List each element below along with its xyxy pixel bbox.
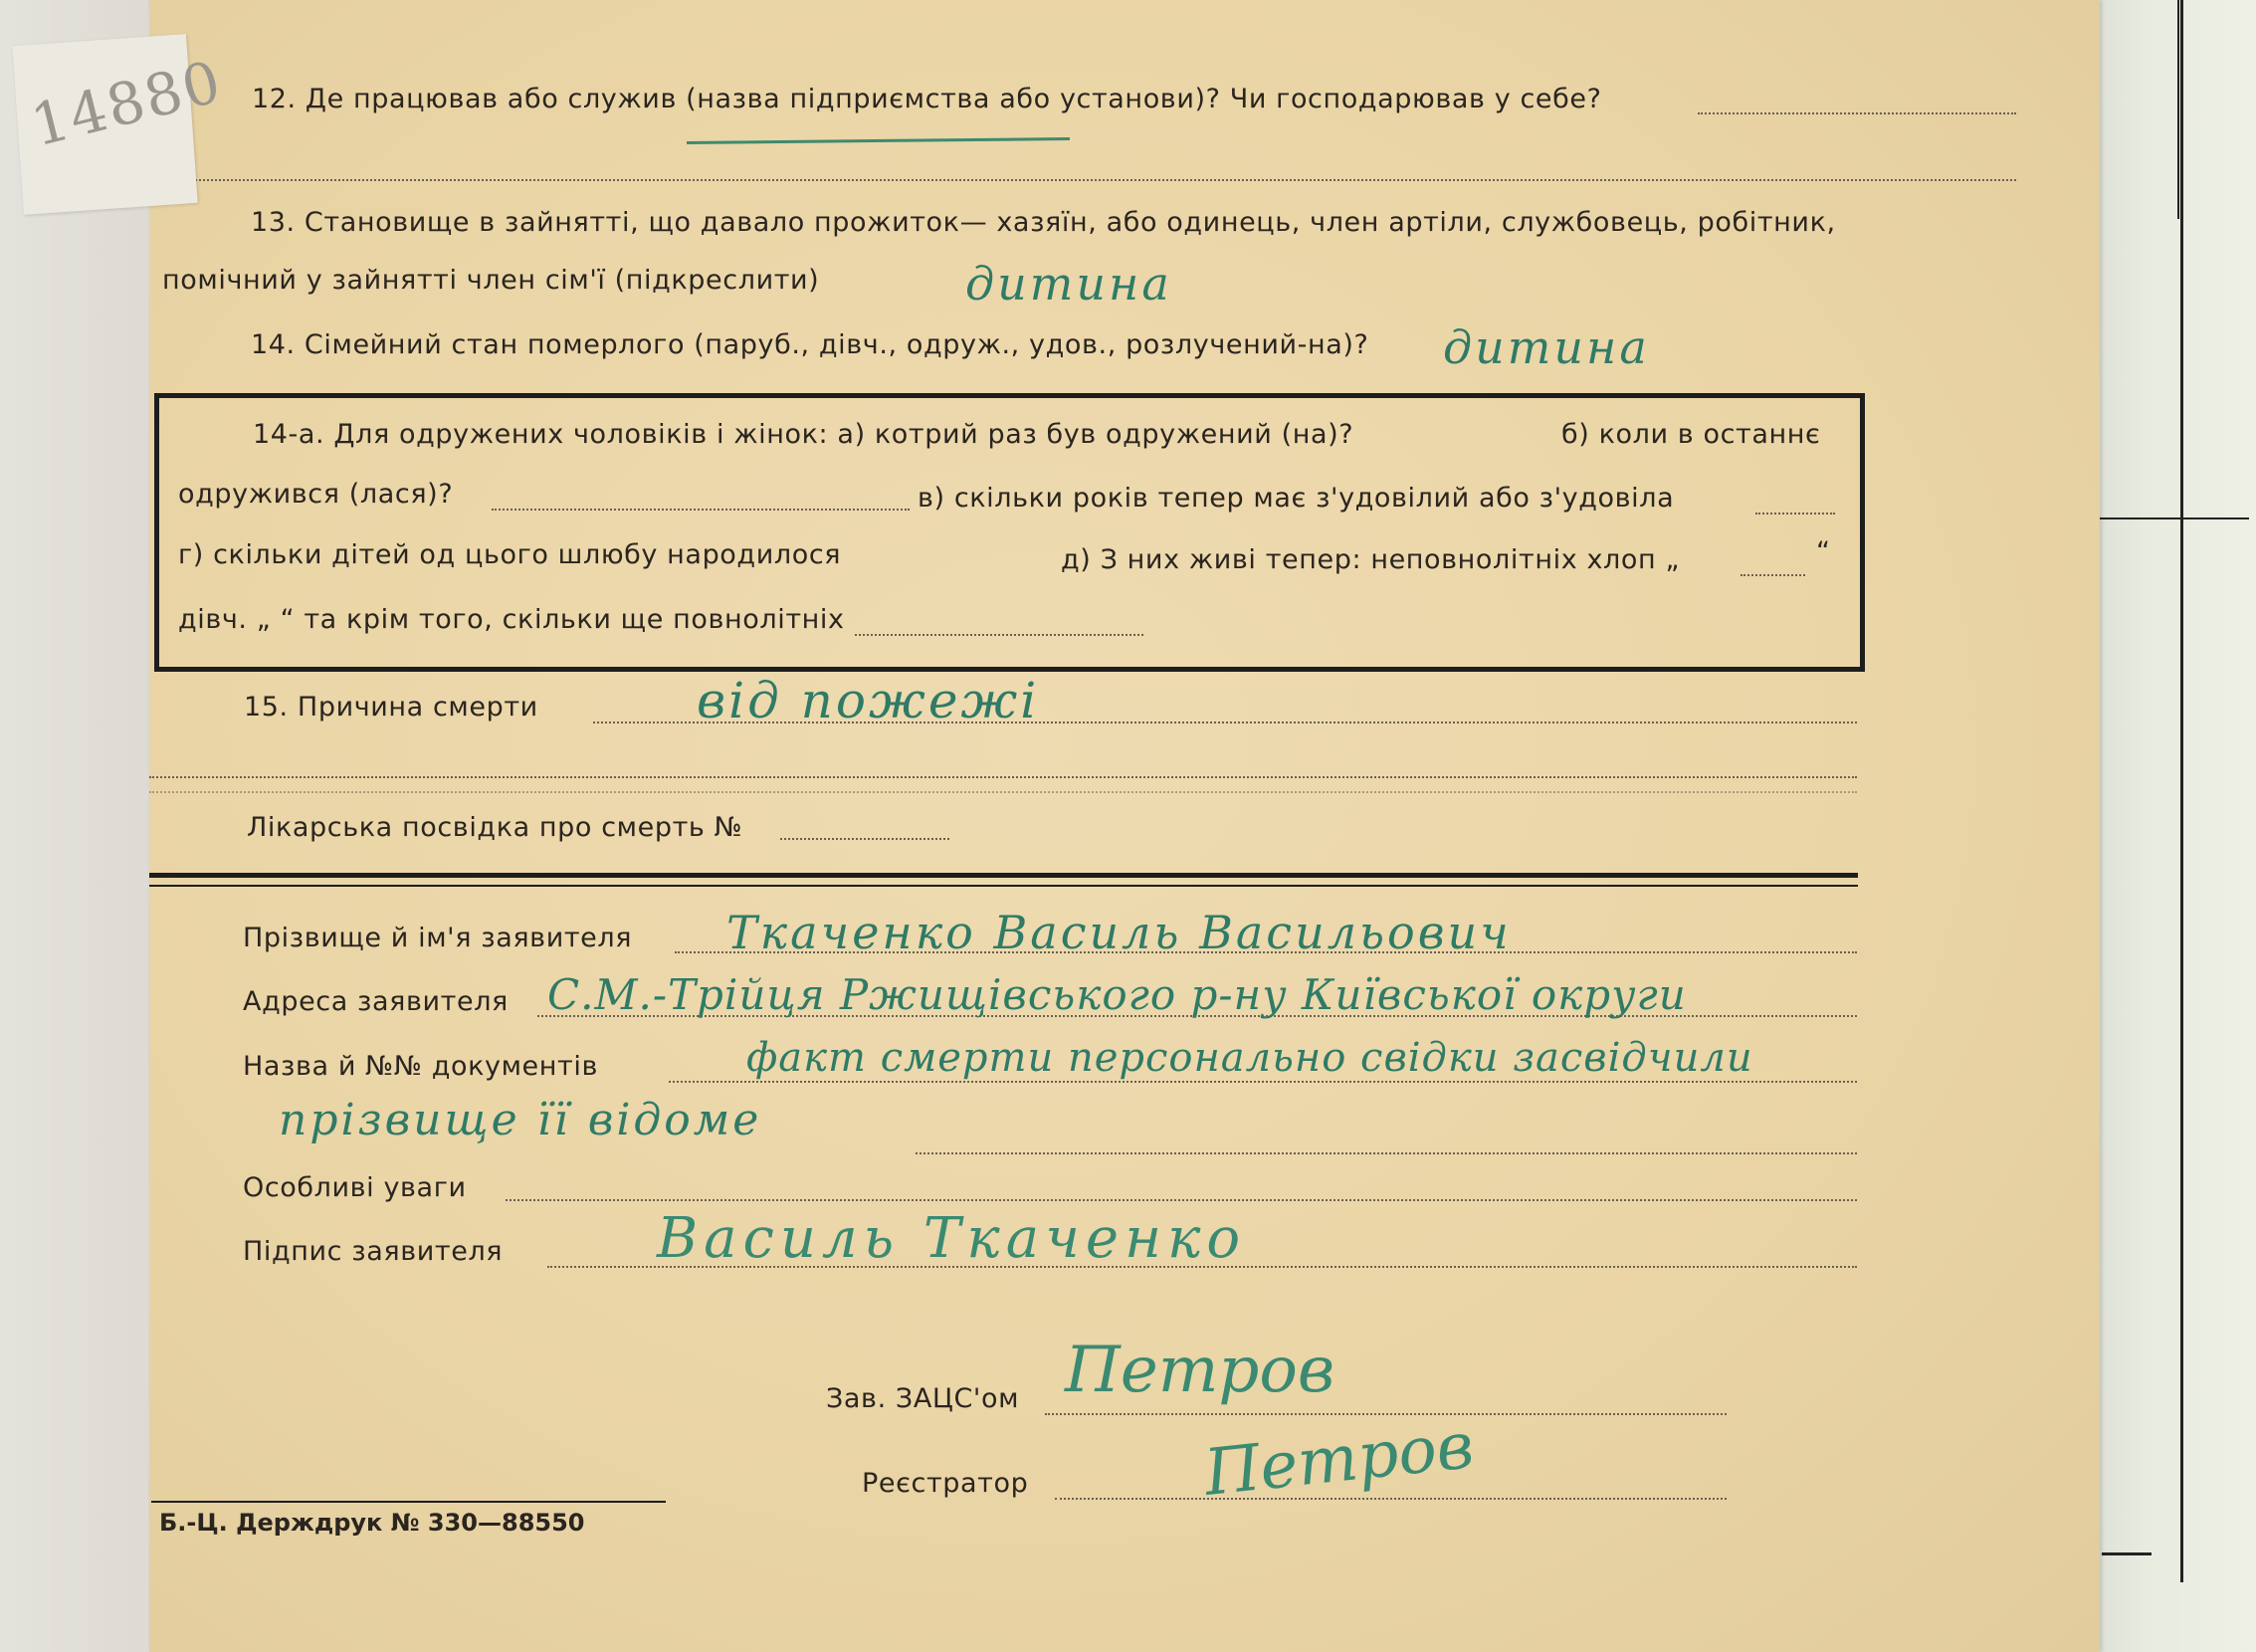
q14a-line4: дівч. „ “ та крім того, скільки ще повнолітніх [178,604,845,635]
printer-imprint: Б.-Ц. Держдрук № 330—88550 [159,1509,585,1537]
registrar-label: Реєстратор [862,1468,1029,1499]
head-label: Зав. ЗАЦС'ом [826,1383,1020,1414]
applicant-docs-value-line2: прізвище її відоме [279,1095,762,1145]
q14a-dots-3 [1741,574,1805,576]
q15-label: 15. Причина смерти [244,692,538,723]
applicant-docs-line-2 [916,1152,1857,1154]
q14a-line3c: “ [1816,536,1831,567]
applicant-notes-line [506,1199,1857,1201]
applicant-signature-label: Підпис заявителя [243,1236,504,1267]
q14-answer: дитина [1443,320,1650,374]
q14a-dots-2b [1755,513,1835,515]
q14a-line1a: 14-а. Для одружених чоловіків і жінок: а) котрий раз був одружений (на)? [253,419,1354,450]
q13-label-line1: 13. Становище в зайнятті, що давало прожиток— хазяїн, або одинець, член артіли, службовець, робітник, [251,207,1836,238]
q15-answer: від пожежі [697,672,1040,729]
q14a-dots-4 [855,634,1143,636]
medical-label: Лікарська посвідка про смерть № [247,812,743,843]
q12-underline-mark [687,137,1070,144]
applicant-name-label: Прізвище й ім'я заявителя [243,923,633,953]
q13-label-line2: помічний у зайнятті член сім'ї (підкреслити) [162,265,820,296]
married-persons-box [154,393,1865,672]
applicant-address-label: Адреса заявителя [243,986,509,1017]
q12-label: 12. Де працював або служив (назва підприємства або установи)? Чи господарював у себе? [252,84,1602,114]
head-line [1045,1413,1727,1415]
registrar-line [1055,1498,1727,1500]
archive-number: 14880 [24,47,229,160]
applicant-address-value: С.М.-Трійця Ржищівського р-ну Київської округи [547,970,1687,1019]
applicant-docs-line [669,1081,1857,1083]
applicant-signature: Василь Ткаченко [657,1206,1247,1271]
q14-label: 14. Сімейний стан померлого (паруб., дівч., одруж., удов., розлучений-на)? [251,329,1369,360]
q13-answer: дитина [965,257,1172,310]
q12-line-1 [1698,112,2016,114]
q14a-line3b: д) З них живі тепер: неповнолітніх хлоп „ [1061,544,1681,575]
q14a-line3a: г) скільки дітей од цього шлюбу народилося [178,539,842,570]
registrar-signature: Петров [1200,1409,1478,1511]
q14a-line2a: одружився (лася)? [178,479,454,510]
head-signature: Петров [1065,1334,1335,1407]
applicant-name-value: Ткаченко Василь Васильович [726,906,1512,959]
q14a-line1b: б) коли в останнє [1561,419,1821,450]
q14a-line2b: в) скільки років тепер має з'удовілий або з'удовіла [918,483,1675,514]
footer-rule [151,1501,666,1503]
separator-bottom [149,885,1858,887]
medical-line [780,838,949,840]
q15-line-3 [149,791,1857,793]
applicant-notes-label: Особливі уваги [243,1172,467,1203]
applicant-docs-value: факт смерти персонально свідки засвідчили [746,1035,1753,1081]
separator-top [149,873,1858,878]
q12-line-2 [179,179,2016,181]
applicant-docs-label: Назва й №№ документів [243,1051,598,1082]
q15-line-2 [149,776,1857,778]
q14a-dots-2 [492,509,910,511]
